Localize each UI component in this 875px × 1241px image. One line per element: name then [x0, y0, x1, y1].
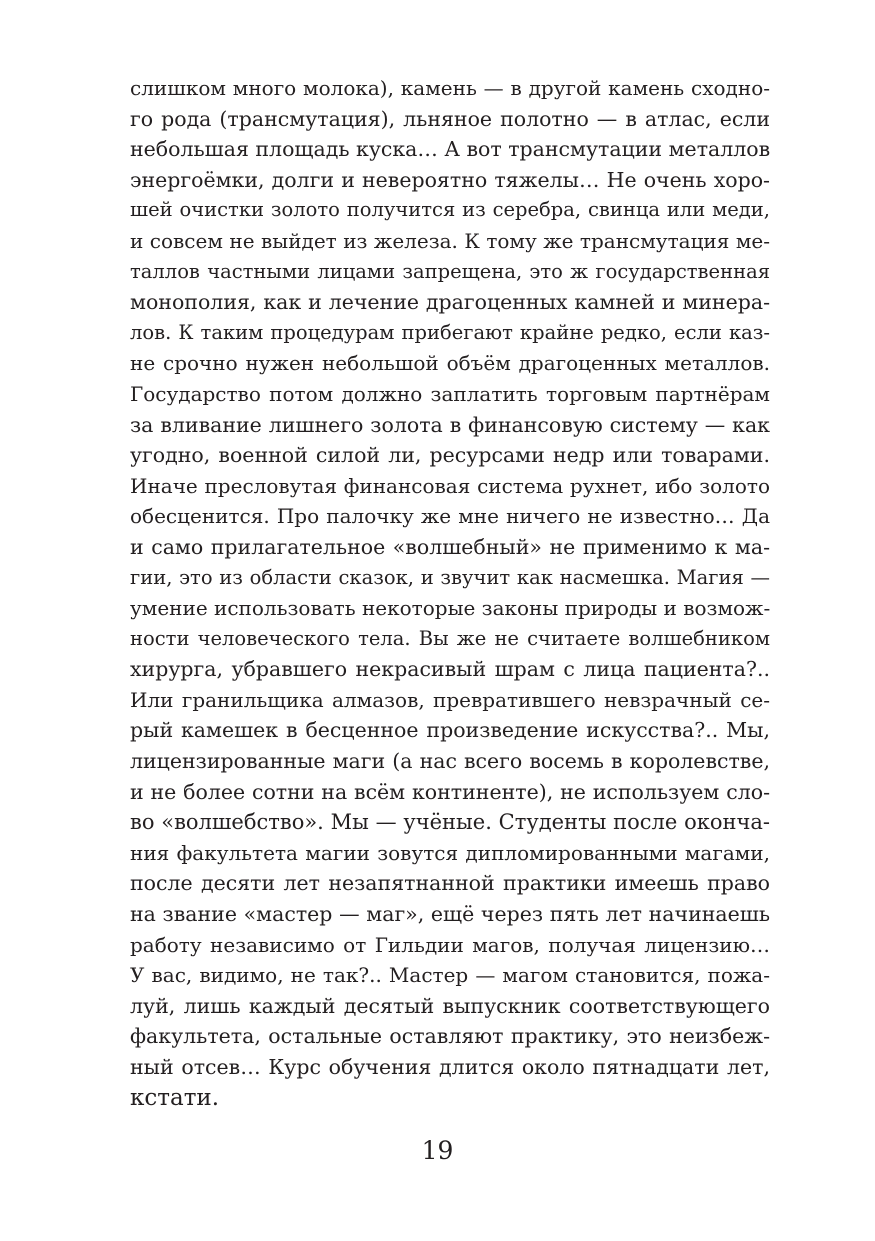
- text-line: лов. К таким процедурам прибегают крайне редко, если каз-: [130, 320, 770, 344]
- text-line: за вливание лишнего золота в финансовую систему — как: [130, 412, 770, 437]
- text-line: угодно, военной силой ли, ресурсами недр или товарами.: [130, 443, 770, 468]
- text-line: ности человеческого тела. Вы же не считаете волшебником: [130, 626, 770, 650]
- text-line: Или гранильщика алмазов, превратившего невзрачный се-: [130, 687, 770, 712]
- text-line: ный отсев… Курс обучения длится около пятнадцати лет,: [130, 1055, 770, 1079]
- text-line: Государство потом должно заплатить торговым партнёрам: [130, 381, 770, 406]
- text-line: не срочно нужен небольшой объём драгоценных металлов.: [130, 351, 770, 376]
- text-line: после десяти лет незапятнанной практики имеешь право: [130, 871, 770, 896]
- text-line: и совсем не выйдет из железа. К тому же трансмутация ме-: [130, 228, 770, 253]
- text-line: гии, это из области сказок, и звучит как насмешка. Магия —: [130, 565, 770, 589]
- text-line: ния факультета магии зовутся дипломированными магами,: [130, 840, 770, 865]
- body-text: [130, 73, 770, 1113]
- text-line: обесценится. Про палочку же мне ничего не известно… Да: [130, 504, 770, 529]
- text-line: луй, лишь каждый десятый выпускник соответствующего: [130, 993, 770, 1018]
- text-line: и само прилагательное «волшебный» не применимо к ма-: [130, 534, 770, 559]
- text-line: хирурга, убравшего некрасивый шрам с лица пациента?..: [130, 657, 770, 682]
- text-line: во «волшебство». Мы — учёные. Студенты после оконча-: [130, 810, 770, 835]
- text-line: энергоёмки, долги и невероятно тяжелы… Не очень хоро-: [130, 167, 770, 192]
- text-line: таллов частными лицами запрещена, это ж государственная: [130, 259, 770, 283]
- text-line: Иначе пресловутая финансовая система рухнет, ибо золото: [130, 473, 770, 498]
- text-line: умение использовать некоторые законы природы и возмож-: [130, 596, 770, 621]
- text-line: рый камешек в бесценное произведение искусства?.. Мы,: [130, 718, 770, 743]
- text-line: У вас, видимо, не так?.. Мастер — магом становится, пожа-: [130, 963, 770, 988]
- text-line: на звание «мастер — маг», ещё через пять лет начинаешь: [130, 902, 770, 927]
- text-line: и не более сотни на всём континенте), не используем сло-: [130, 779, 770, 804]
- text-line: монополия, как и лечение драгоценных камней и минера-: [130, 290, 770, 315]
- page-number: 19: [421, 1136, 454, 1165]
- text-line-last: кстати.: [130, 1084, 220, 1111]
- text-line: шей очистки золото получится из серебра, свинца или меди,: [130, 198, 770, 222]
- text-line: небольшая площадь куска… А вот трансмутации металлов: [130, 137, 770, 162]
- text-line: го рода (трансмутация), льняное полотно — в атлас, если: [130, 106, 770, 131]
- text-line: работу независимо от Гильдии магов, получая лицензию…: [130, 932, 770, 957]
- text-line: слишком много молока), камень — в другой камень сходно-: [130, 76, 770, 100]
- text-line: лицензированные маги (а нас всего восемь в королевстве,: [130, 749, 770, 774]
- text-line: факультета, остальные оставляют практику, это неизбеж-: [130, 1024, 770, 1049]
